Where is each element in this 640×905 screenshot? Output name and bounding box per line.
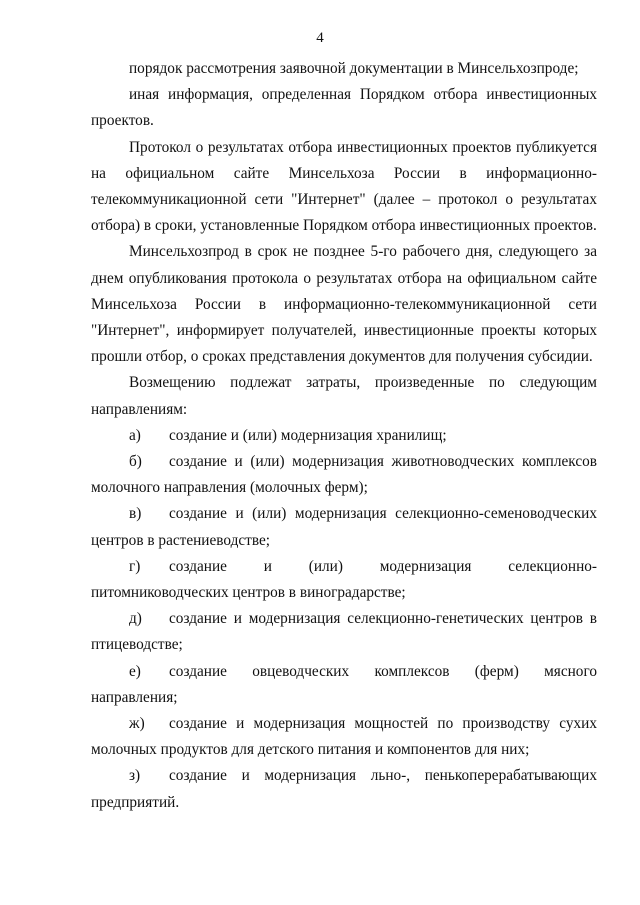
list-item-letter: б) [129, 453, 142, 471]
paragraph: Возмещению подлежат затраты, произведенные по следующим направлениям: [91, 374, 597, 418]
paragraph: порядок рассмотрения заявочной документации в Минсельхозпроде; [129, 60, 579, 77]
list-item [91, 606, 597, 658]
list-item-letter: а) [129, 426, 141, 444]
list-item-letter: г) [129, 557, 141, 575]
list-item-text: создание и (или) модернизация животноводческих комплексов молочного направления (молочных ферм); [91, 453, 597, 497]
list-item [91, 711, 597, 763]
list-item [91, 449, 597, 501]
list-item-letter: з) [129, 767, 141, 785]
list-item [91, 423, 597, 449]
list-item-text: создание и (или) модернизация хранилищ; [169, 426, 447, 444]
page-number: 4 [316, 30, 324, 46]
list-item-text: создание и (или) модернизация селекционно-питомниководческих центров в виноградарстве; [91, 557, 597, 602]
paragraph: Минсельхозпрод в срок не позднее 5-го рабочего дня, следующего за днем опубликования протокола о результатах отбора на официальном сайте Минсельхоза России в информационно-телекоммуникационной сети "Интернет", информирует получателей, инвестиционные проекты которых прошли отбор, о сроках представления документов для получения субсидии. [91, 243, 597, 366]
list-item-text: создание овцеводческих комплексов (ферм) мясного направления; [91, 662, 597, 706]
list-item-text: создание и модернизация мощностей по производству сухих молочных продуктов для детского питания и компонентов для них; [91, 715, 597, 759]
document-body [91, 56, 597, 816]
list-item [91, 501, 597, 553]
list-item-text: создание и модернизация льно-, пенькоперерабатывающих предприятий. [91, 767, 597, 811]
list-item-letter: в) [129, 505, 142, 523]
paragraph: иная информация, определенная Порядком отбора инвестиционных проектов. [91, 86, 597, 130]
list-item-letter: д) [129, 610, 142, 628]
list-item [91, 554, 597, 606]
list-item-letter: ж) [129, 715, 145, 733]
list-item-letter: е) [129, 662, 141, 680]
list-item [91, 659, 597, 711]
list-item [91, 763, 597, 815]
paragraph: Протокол о результатах отбора инвестиционных проектов публикуется на официальном сайте Минсельхоза России в информационно-телекоммуникационной сети "Интернет" (далее – протокол о результатах отбора) в сроки, установленные Порядком отбора инвестиционных проектов. [91, 138, 597, 235]
list-item-text: создание и (или) модернизация селекционно-семеноводческих центров в растениеводстве; [91, 505, 597, 549]
list-item-text: создание и модернизация селекционно-генетических центров в птицеводстве; [91, 610, 597, 654]
